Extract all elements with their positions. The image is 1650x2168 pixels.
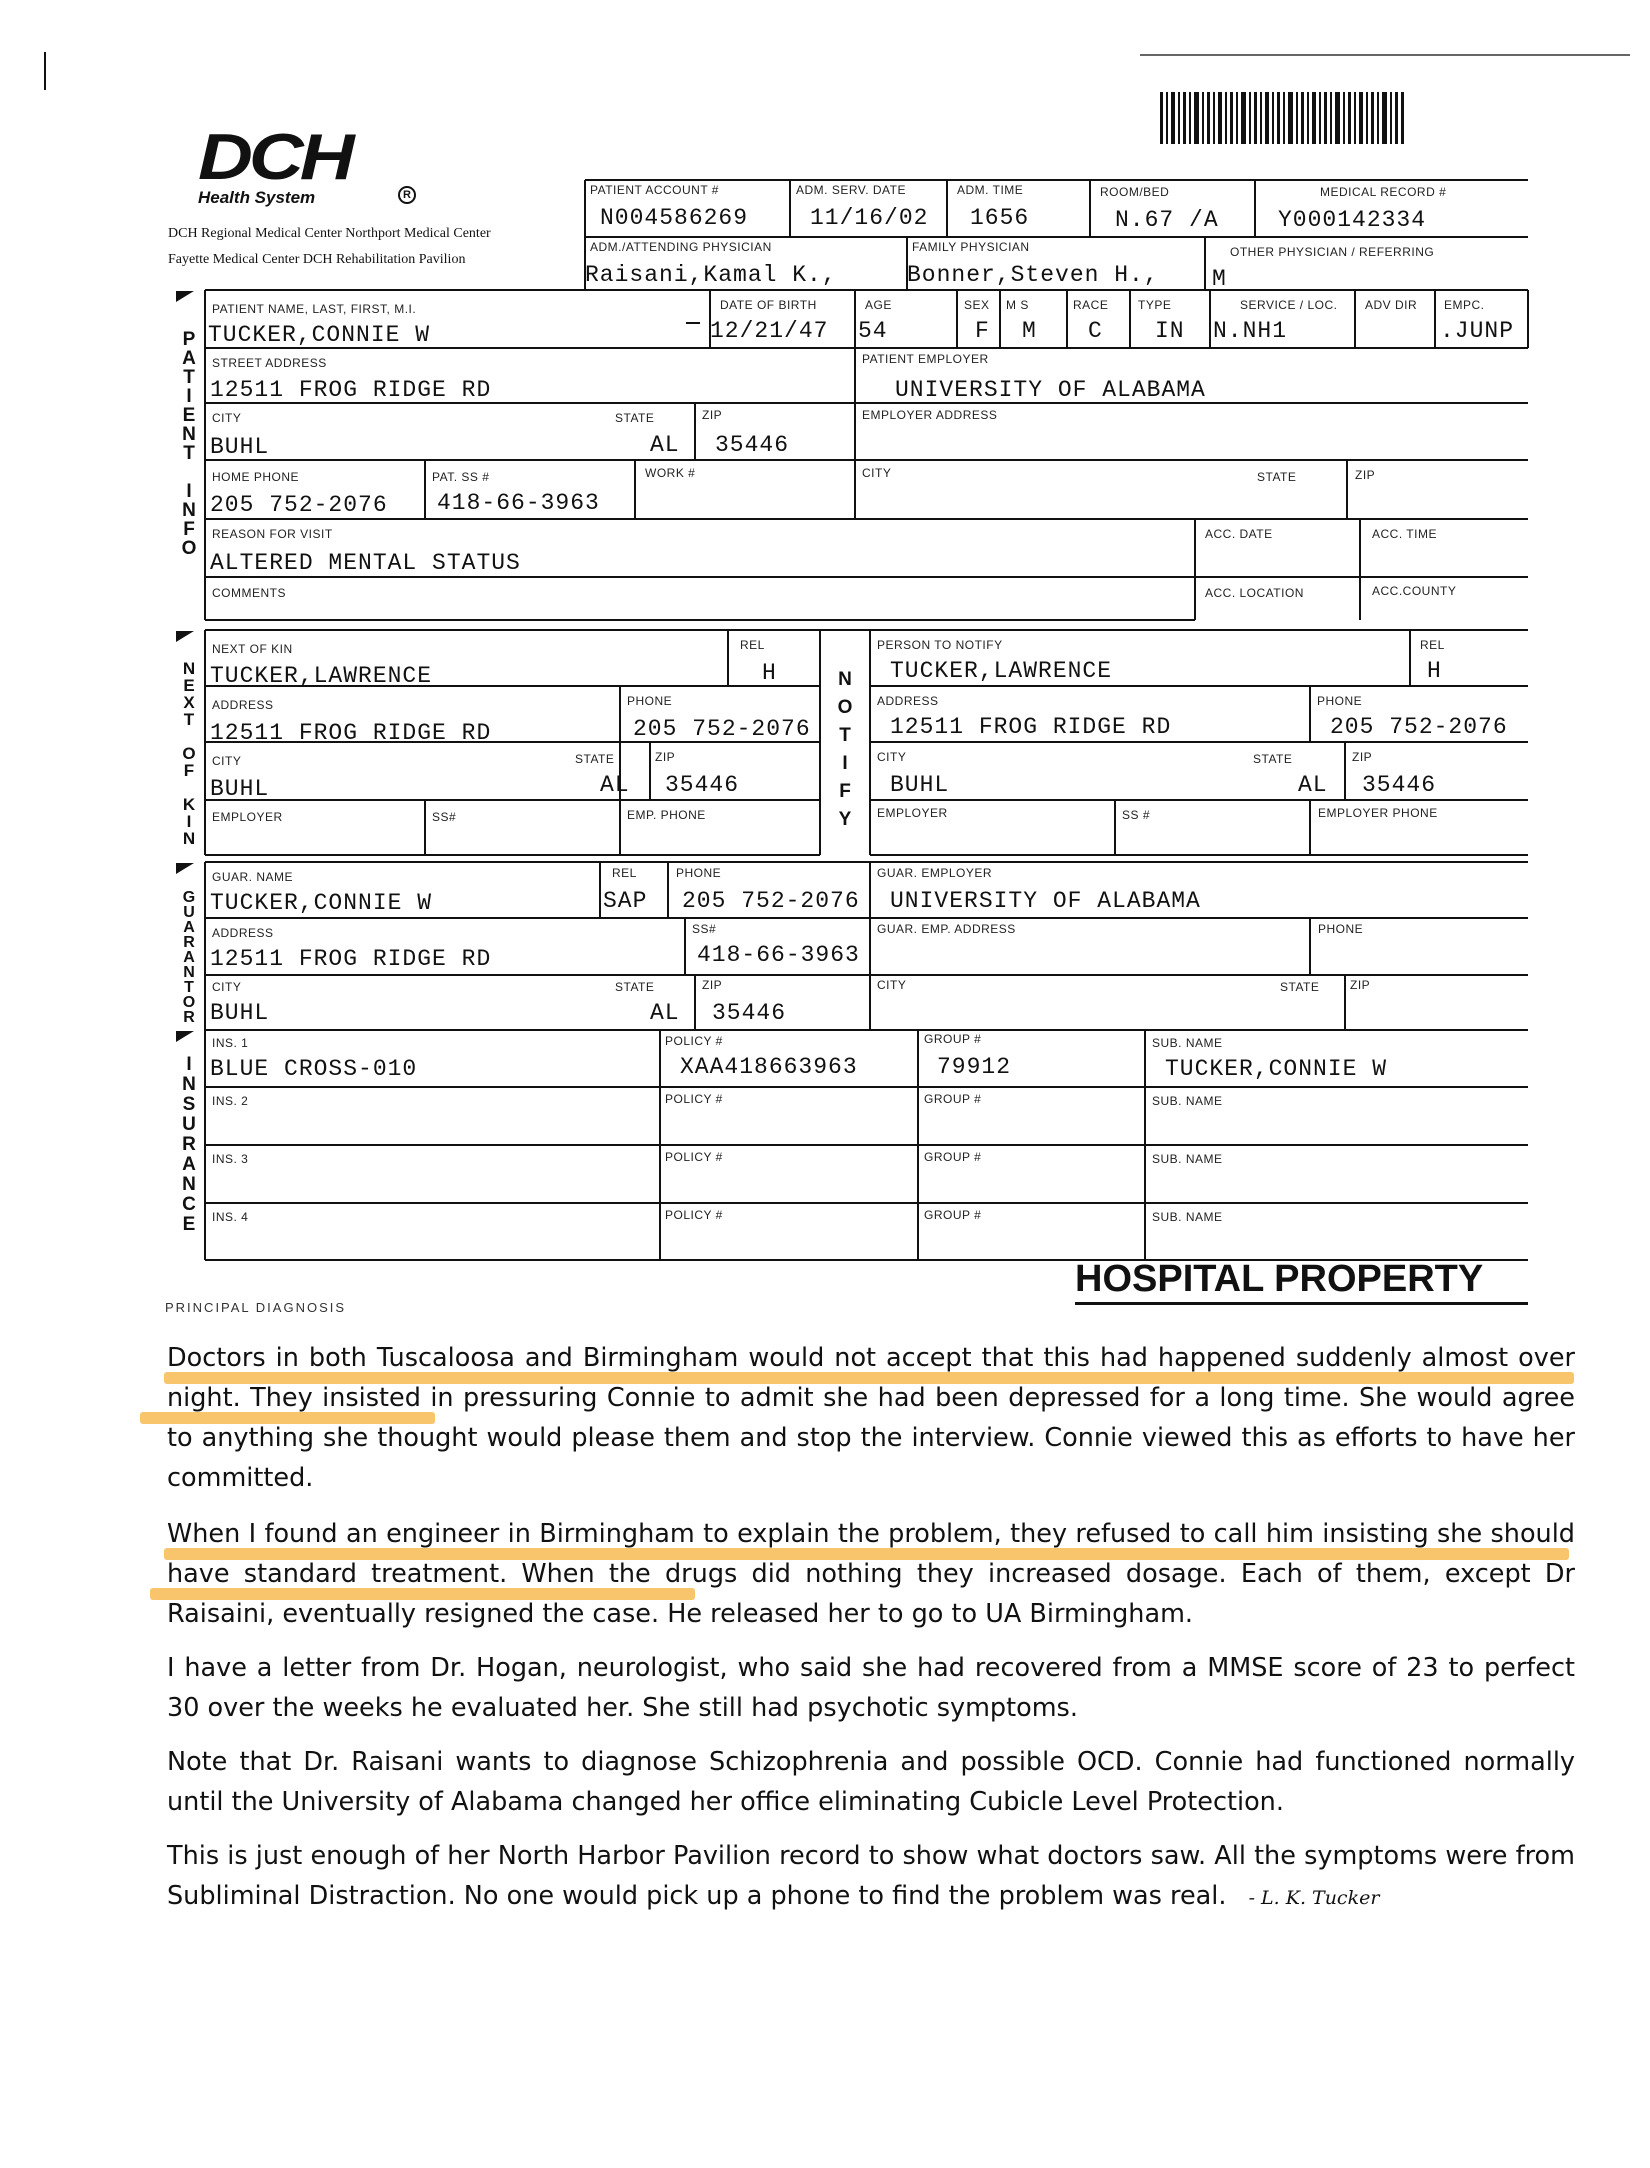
label-guar-rel: REL <box>612 866 637 880</box>
label-policy3: POLICY # <box>665 1150 723 1164</box>
label-ms: M S <box>1006 298 1029 312</box>
label-adm-time: ADM. TIME <box>957 183 1024 197</box>
label-employer-city: CITY <box>862 466 892 480</box>
facilities-line-1: DCH Regional Medical Center Northport Medical Center <box>168 226 491 241</box>
patient-race: C <box>1088 318 1103 344</box>
nok-state: AL <box>600 772 630 798</box>
side-label-notify: N O T I F Y <box>837 669 853 830</box>
side-label-next-of-kin: N E X T O F K I N <box>182 659 196 848</box>
section-marker-icon <box>176 631 194 642</box>
guar-city: BUHL <box>210 1000 270 1026</box>
patient-sex: F <box>975 318 990 344</box>
label-comments: COMMENTS <box>212 586 286 600</box>
guar-phone: 205 752-2076 <box>682 888 860 914</box>
logo-subtitle: Health System <box>198 188 316 207</box>
label-notify-rel: REL <box>1420 638 1445 652</box>
patient-zip: 35446 <box>715 432 790 458</box>
principal-diagnosis-label <box>165 1300 347 1315</box>
label-group2: GROUP # <box>924 1092 982 1106</box>
label-guar-phone: PHONE <box>676 866 722 880</box>
label-service-loc: SERVICE / LOC. <box>1240 298 1338 312</box>
patient-account: N004586269 <box>600 205 749 231</box>
label-city: CITY <box>212 411 242 425</box>
label-home-phone: HOME PHONE <box>212 470 300 484</box>
label-room-bed: ROOM/BED <box>1100 185 1170 199</box>
medical-record: Y000142334 <box>1278 207 1427 233</box>
guar-name: TUCKER,CONNIE W <box>210 890 433 916</box>
label-notify-employer: EMPLOYER <box>877 806 948 820</box>
guar-state: AL <box>650 1000 680 1026</box>
guar-address: 12511 FROG RIDGE RD <box>210 946 492 972</box>
nok-address: 12511 FROG RIDGE RD <box>210 720 492 746</box>
stamp-underline <box>1075 1302 1528 1305</box>
family-physician: Bonner,Steven H., <box>907 262 1159 288</box>
label-sub4: SUB. NAME <box>1152 1210 1223 1224</box>
label-other-physician: OTHER PHYSICIAN / REFERRING <box>1230 245 1435 259</box>
label-employer-address: EMPLOYER ADDRESS <box>862 408 998 422</box>
patient-type: IN <box>1155 318 1185 344</box>
other-physician: M <box>1212 266 1227 292</box>
label-acc-county: ACC.COUNTY <box>1372 584 1457 598</box>
label-nok-city: CITY <box>212 754 242 768</box>
label-patient-employer: PATIENT EMPLOYER <box>862 352 989 366</box>
label-adv-dir: ADV DIR <box>1365 298 1418 312</box>
hospital-property-stamp: HOSPITAL PROPERTY <box>1075 1258 1484 1300</box>
label-street-address: STREET ADDRESS <box>212 356 327 370</box>
label-sex: SEX <box>964 298 990 312</box>
ins1-group: 79912 <box>937 1054 1012 1080</box>
side-label-guarantor: G U A R A N T O R <box>182 889 196 1026</box>
label-notify-state: STATE <box>1253 752 1293 766</box>
label-guar-address: ADDRESS <box>212 926 274 940</box>
ins1-subscriber: TUCKER,CONNIE W <box>1165 1056 1388 1082</box>
label-ins2: INS. 2 <box>212 1094 249 1108</box>
label-guar-emp-address: GUAR. EMP. ADDRESS <box>877 922 1016 936</box>
note-paragraph-3: I have a letter from Dr. Hogan, neurologist, who said she had recovered from a MMSE score of 23 to perfect 30 over the weeks he evaluated her. She still had psychotic symptoms. <box>167 1653 1575 1723</box>
label-guar-employer: GUAR. EMPLOYER <box>877 866 993 880</box>
signature: - L. K. Tucker <box>1248 1887 1380 1909</box>
nok-city: BUHL <box>210 776 270 802</box>
label-sub3: SUB. NAME <box>1152 1152 1223 1166</box>
note-paragraph-2: When I found an engineer in Birmingham to explain the problem, they refused to call him insisting she should have standard treatment. When the drugs did nothing they increased dosage. Each of them, except Dr Raisaini, eventually resigned the case. He released her to go to UA Birmingham. <box>167 1519 1575 1629</box>
patient-employer: UNIVERSITY OF ALABAMA <box>895 377 1206 403</box>
section-marker-icon <box>176 1031 194 1042</box>
patient-service-loc: N.NH1 <box>1213 318 1288 344</box>
label-patient-account: PATIENT ACCOUNT # <box>590 183 719 197</box>
patient-name: TUCKER,CONNIE W <box>208 322 431 348</box>
label-employer-state: STATE <box>1257 470 1297 484</box>
note-paragraph-5-text: This is just enough of her North Harbor Pavilion record to show what doctors saw. All the symptoms were from Subliminal Distraction. No one would pick up a phone to find the problem was real. <box>167 1841 1575 1911</box>
label-race: RACE <box>1073 298 1109 312</box>
patient-state: AL <box>650 432 680 458</box>
label-dob: DATE OF BIRTH <box>720 298 817 312</box>
label-nok-ss: SS# <box>432 810 457 824</box>
label-ins4: INS. 4 <box>212 1210 249 1224</box>
label-attending: ADM./ATTENDING PHYSICIAN <box>590 240 772 254</box>
patient-empc: .JUNP <box>1440 318 1515 344</box>
label-group4: GROUP # <box>924 1208 982 1222</box>
section-marker-icon <box>176 863 194 874</box>
label-family-physician: FAMILY PHYSICIAN <box>912 240 1030 254</box>
label-notify-zip: ZIP <box>1352 750 1373 764</box>
side-label-insurance: I N S U R A N C E <box>182 1054 196 1235</box>
adm-time: 1656 <box>970 205 1030 231</box>
nok-zip: 35446 <box>665 772 740 798</box>
label-next-of-kin: NEXT OF KIN <box>212 642 293 656</box>
label-policy4: POLICY # <box>665 1208 723 1222</box>
label-patient-name: PATIENT NAME, LAST, FIRST, M.I. <box>212 302 417 316</box>
patient-city: BUHL <box>210 434 270 460</box>
logo-text: DCH <box>198 121 351 194</box>
room-bed: N.67 /A <box>1115 207 1219 233</box>
patient-ms: M <box>1022 318 1037 344</box>
ins1-policy: XAA418663963 <box>680 1054 858 1080</box>
label-acc-date: ACC. DATE <box>1205 527 1273 541</box>
notify-phone: 205 752-2076 <box>1330 714 1508 740</box>
patient-street: 12511 FROG RIDGE RD <box>210 377 492 403</box>
label-guar-city: CITY <box>212 980 242 994</box>
label-guar-emp-city: CITY <box>877 978 907 992</box>
note-paragraph-4: Note that Dr. Raisani wants to diagnose Schizophrenia and possible OCD. Connie had functioned normally until the University of Alabama changed her office eliminating Cubicle Level Protection. <box>167 1747 1575 1817</box>
facilities-line-2: Fayette Medical Center DCH Rehabilitation Pavilion <box>168 252 466 267</box>
label-work: WORK # <box>645 466 696 480</box>
side-label-patient-info: P A T I E N T I N F O <box>181 329 197 559</box>
label-notify-phone: PHONE <box>1317 694 1363 708</box>
label-acc-time: ACC. TIME <box>1372 527 1437 541</box>
label-person-to-notify: PERSON TO NOTIFY <box>877 638 1003 652</box>
label-nok-state: STATE <box>575 752 615 766</box>
label-empc: EMPC. <box>1444 298 1485 312</box>
label-guar-emp-state: STATE <box>1280 980 1320 994</box>
label-notify-address: ADDRESS <box>877 694 939 708</box>
label-ins1: INS. 1 <box>212 1036 249 1050</box>
label-type: TYPE <box>1138 298 1172 312</box>
principal-diagnosis-text: PRINCIPAL DIAGNOSIS <box>165 1300 347 1315</box>
label-sub1: SUB. NAME <box>1152 1036 1223 1050</box>
label-group1: GROUP # <box>924 1032 982 1046</box>
label-guar-emp-zip: ZIP <box>1350 978 1371 992</box>
label-reason: REASON FOR VISIT <box>212 527 333 541</box>
patient-ss: 418-66-3963 <box>437 490 600 516</box>
notify-rel: H <box>1427 658 1442 684</box>
label-policy2: POLICY # <box>665 1092 723 1106</box>
label-acc-location: ACC. LOCATION <box>1205 586 1304 600</box>
label-notify-ss: SS # <box>1122 808 1151 822</box>
notify-name: TUCKER,LAWRENCE <box>890 658 1113 684</box>
label-state: STATE <box>615 411 655 425</box>
ins1-name: BLUE CROSS-010 <box>210 1056 418 1082</box>
dash-mark <box>686 322 700 324</box>
guar-rel: SAP <box>603 888 648 914</box>
section-marker-icon <box>176 291 194 302</box>
label-guar-ss: SS# <box>692 922 717 936</box>
nok-name: TUCKER,LAWRENCE <box>210 663 433 689</box>
label-age: AGE <box>865 298 892 312</box>
label-guar-emp-phone: PHONE <box>1318 922 1364 936</box>
patient-age: 54 <box>858 318 888 344</box>
label-guar-state: STATE <box>615 980 655 994</box>
guar-ss: 418-66-3963 <box>697 942 860 968</box>
guar-zip: 35446 <box>712 1000 787 1026</box>
adm-serv-date: 11/16/02 <box>810 205 929 231</box>
label-guar-zip: ZIP <box>702 978 723 992</box>
patient-dob: 12/21/47 <box>710 318 829 344</box>
notify-zip: 35446 <box>1362 772 1437 798</box>
label-adm-serv-date: ADM. SERV. DATE <box>796 183 906 197</box>
notify-state: AL <box>1298 772 1328 798</box>
registered-icon: R <box>398 186 416 204</box>
label-employer-zip: ZIP <box>1355 468 1376 482</box>
label-notify-city: CITY <box>877 750 907 764</box>
nok-phone: 205 752-2076 <box>633 716 811 742</box>
note-paragraph-1: Doctors in both Tuscaloosa and Birmingham would not accept that this had happened suddenly almost over night. They insisted in pressuring Connie to admit she had been depressed for a long time. She would agree to anything she thought would please them and stop the interview. Connie viewed this as efforts to have her committed. <box>167 1343 1575 1493</box>
label-nok-emp-phone: EMP. PHONE <box>627 808 706 822</box>
attending-physician: Raisani,Kamal K., <box>585 262 837 288</box>
label-notify-employer-phone: EMPLOYER PHONE <box>1318 806 1438 820</box>
label-guar-name: GUAR. NAME <box>212 870 294 884</box>
label-group3: GROUP # <box>924 1150 982 1164</box>
label-ins3: INS. 3 <box>212 1152 249 1166</box>
label-policy1: POLICY # <box>665 1034 723 1048</box>
label-zip: ZIP <box>702 408 723 422</box>
label-nok-phone: PHONE <box>627 694 673 708</box>
nok-rel: H <box>762 660 777 686</box>
reason-for-visit: ALTERED MENTAL STATUS <box>210 550 521 576</box>
notify-city: BUHL <box>890 772 950 798</box>
label-nok-employer: EMPLOYER <box>212 810 283 824</box>
label-nok-rel: REL <box>740 638 765 652</box>
notify-address: 12511 FROG RIDGE RD <box>890 714 1172 740</box>
label-pat-ss: PAT. SS # <box>432 470 490 484</box>
note-paragraph-5 <box>167 1836 1575 1918</box>
label-nok-address: ADDRESS <box>212 698 274 712</box>
guar-employer: UNIVERSITY OF ALABAMA <box>890 888 1201 914</box>
label-medical-record: MEDICAL RECORD # <box>1320 185 1447 199</box>
label-nok-zip: ZIP <box>655 750 676 764</box>
patient-home-phone: 205 752-2076 <box>210 492 388 518</box>
label-sub2: SUB. NAME <box>1152 1094 1223 1108</box>
